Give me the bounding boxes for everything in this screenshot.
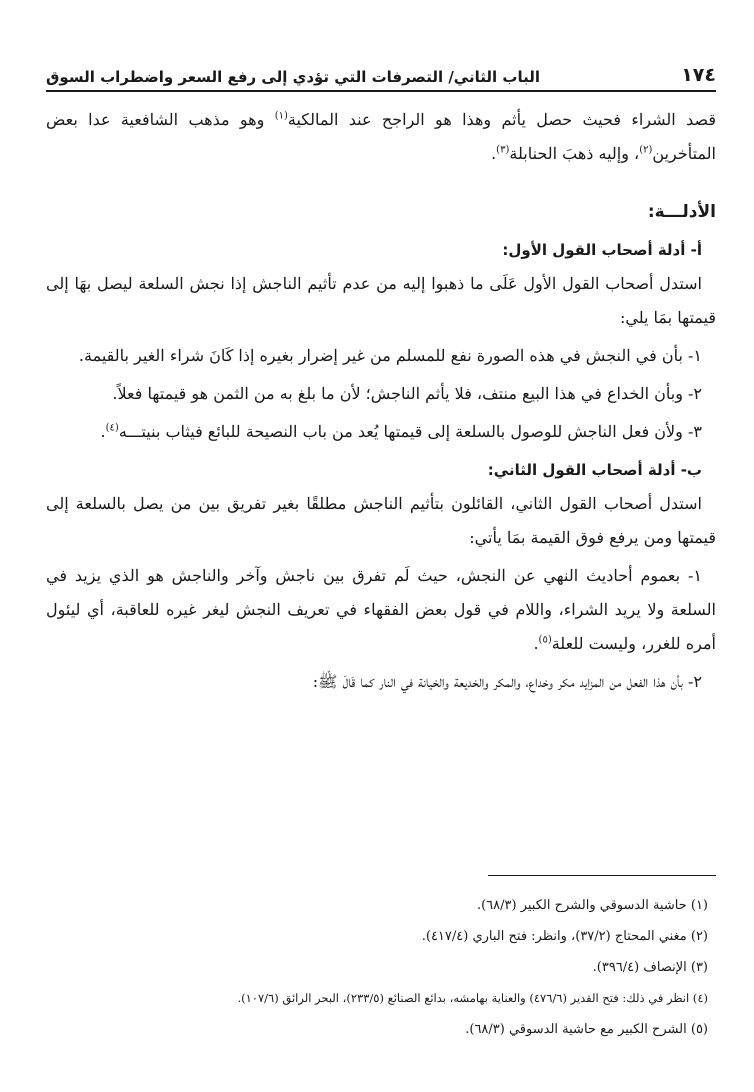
- first-view-point-2: ٢- وبأن الخداع في هذا البيع منتف، فلا يأثم الناجش؛ لأن ما بلغ به من الثمن هو قيمتها فعلاً.: [112, 384, 702, 403]
- intro-text-1: قصد الشراء فحيث حصل يأثم وهذا هو الراجح عند المالكية: [287, 110, 716, 129]
- second-view-point-1-text: ١- بعموم أحاديث النهي عن النجش، حيث لَم تفرق بين ناجش وآخر والناجش هو الذي يزيد في السلعة ولا يريد الشراء، واللام في قول بعض الفقهاء في تعريف النجش ليغر غيره للعاقبة، أي ليئول أمره للغرر، وليست للعلة: [46, 566, 716, 653]
- first-view-point-3-end: .: [100, 422, 106, 441]
- footnote-3: (٣) الإنصاف (٣٩٦/٤).: [592, 960, 708, 975]
- footnote-5: (٥) الشرح الكبير مع حاشية الدسوقي (٦٨/٣).: [465, 1022, 708, 1037]
- first-view-point-3: [46, 415, 716, 449]
- intro-paragraph: [46, 103, 716, 171]
- intro-text-4: .: [491, 144, 497, 163]
- second-view-point-1: [46, 559, 716, 661]
- running-header: [46, 62, 716, 92]
- main-text: [46, 103, 716, 699]
- evidence-heading: الأدلـــة:: [647, 202, 716, 222]
- second-view-point-2: ٢- بأن هذا الفعل من المزايد مكر وخداع، والمكر والخديعة والخيانة في النار كما قَالَ ﷺ:: [312, 672, 702, 691]
- footnote-4: (٤) انظر في ذلك: فتح القدير (٤٧٦/٦) والعناية بهامشه، بدائع الصنائع (٢٣٣/٥)، البحر الرائق (١٠٧/٦).: [237, 991, 708, 1005]
- footnote-ref-4: (٤): [105, 422, 119, 434]
- second-view-point-1-end: .: [533, 634, 539, 653]
- first-view-point-3-text: ٣- ولأن فعل الناجش للوصول بالسلعة إلى قيمتها يُعد من باب النصيحة للبائع فيثاب بنيتـــه: [118, 422, 702, 441]
- footnote-ref-1: (١): [274, 110, 288, 122]
- footnote-ref-3: (٣): [496, 144, 510, 156]
- footnotes: [46, 890, 716, 1045]
- first-view-point-1: ١- بأن في النجش في هذه الصورة نفع للمسلم من غير إضرار بغيره إذا كَانَ شراء الغير بالقيمة.: [78, 346, 702, 365]
- footnote-2: (٢) مغني المحتاج (٣٧/٢)، وانظر: فتح الباري (٤١٧/٤).: [421, 929, 708, 944]
- page-number: ١٧٤: [681, 64, 716, 86]
- chapter-title: الباب الثاني/ التصرفات التي تؤدي إلى رفع السعر واضطراب السوق: [46, 68, 540, 86]
- second-view-intro: استدل أصحاب القول الثاني، القائلون بتأثيم الناجش مطلقًا بغير تفريق بين من يصل بالسلعة إلى قيمتها ومن يرفع فوق القيمة بمَا يأتي:: [46, 494, 716, 547]
- footnote-1: (١) حاشية الدسوقي والشرح الكبير (٦٨/٣).: [476, 898, 708, 913]
- intro-text-3: ، وإليه ذهبَ الحنابلة: [509, 144, 640, 163]
- footnote-ref-2: (٢): [639, 144, 653, 156]
- footnote-separator: [488, 875, 716, 876]
- first-view-intro: استدل أصحاب القول الأول عَلَى ما ذهبوا إليه من عدم تأثيم الناجش إذا نجش السلعة ليصل بهَا إلى قيمتها بمَا يلي:: [46, 274, 716, 327]
- intro-text-2: وهو مذهب الشافعية عدا بعض المتأخرين: [46, 110, 716, 163]
- footnote-ref-5: (٥): [538, 634, 552, 646]
- first-view-heading: أ- أدلة أصحاب القول الأول:: [502, 241, 702, 259]
- second-view-heading: ب- أدلة أصحاب القول الثاني:: [487, 461, 702, 479]
